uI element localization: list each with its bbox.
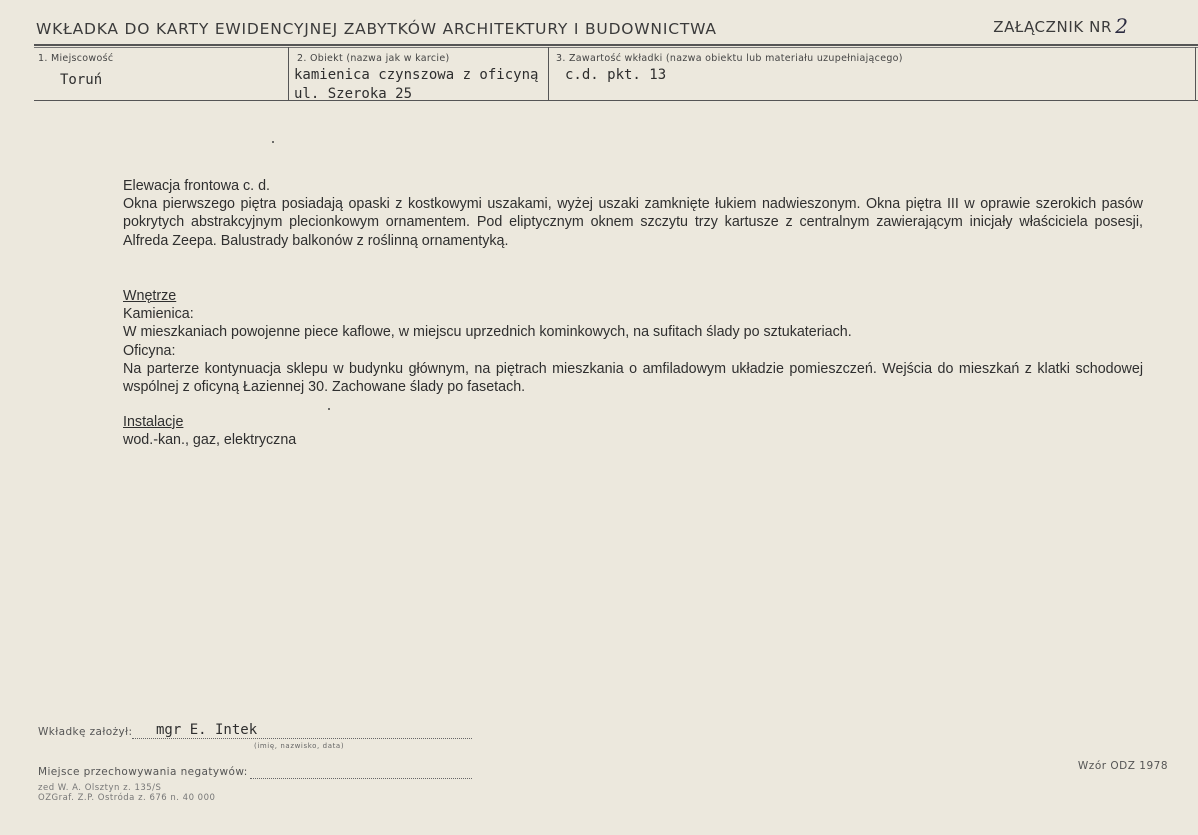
author-value: mgr E. Intek (156, 722, 258, 738)
building-text: W mieszkaniach powojenne piece kaflowe, w miejscu uprzednich kominkowych, na sufitach ślady po sztukateriach. (123, 324, 852, 341)
facade-section (123, 177, 1143, 250)
locality-value: Toruń (60, 72, 103, 88)
form-stamp: Wzór ODZ 1978 (1077, 760, 1168, 772)
facade-heading: Elewacja frontowa c. d. (123, 178, 271, 194)
storage-label: Miejsce przechowywania negatywów: (38, 766, 248, 778)
print-line-1: zed W. A. Olsztyn z. 135/S (38, 783, 162, 793)
field-divider-3 (1195, 47, 1196, 101)
facade-text: Okna pierwszego piętra posiadają opaski z kostkowymi uszakami, wyżej uszaki zamknięte łukiem nadwieszonym. Okna piętra III w oprawie szerokich pasów pokrytych abstrakcyjnym plecionkowym ornamentem. Pod eliptycznym oknem szczytu trzy kartusze z centralnym zawierającym inicjały właściciela posesji, Alfreda Zeepa. Balustrady balkonów z roślinną ornamentyką. (123, 196, 1143, 249)
annex-label: ZAŁĄCZNIK NR (993, 18, 1112, 36)
print-info (38, 783, 215, 803)
locality-label: 1. Miejscowość (38, 53, 114, 64)
field-divider-1 (288, 47, 289, 101)
contents-label: 3. Zawartość wkładki (nazwa obiektu lub materiału uzupełniającego) (556, 53, 903, 64)
installations-section (123, 413, 1143, 449)
annex-building-label: Oficyna: (123, 342, 176, 359)
speck (272, 141, 274, 143)
contents-value: c.d. pkt. 13 (565, 67, 667, 83)
interior-section (123, 287, 1143, 396)
author-label: Wkładkę założył: (38, 726, 133, 738)
annex-building-text: Na parterze kontynuacja sklepu w budynku głównym, na piętrach mieszkania o amfiladowym układzie pomieszczeń. Wejścia do mieszkań z klatki schodowej wspólnej z oficyną Łaziennej 30. Zachowane ślady po fasetach. (123, 360, 1143, 396)
form-title: WKŁADKA DO KARTY EWIDENCYJNEJ ZABYTKÓW ARCHITEKTURY I BUDOWNICTWA (36, 20, 717, 38)
field-divider-2 (548, 47, 549, 101)
author-hint: (imię, nazwisko, data) (254, 742, 345, 750)
annex-number: 2 (1115, 14, 1128, 38)
header-rule-thin (34, 47, 1198, 48)
building-label: Kamienica: (123, 306, 194, 323)
fields-bottom-rule (34, 100, 1198, 101)
speck (328, 408, 330, 410)
object-value-line2: ul. Szeroka 25 (294, 86, 413, 102)
object-label: 2. Obiekt (nazwa jak w karcie) (297, 53, 450, 64)
storage-dotted-line (250, 778, 472, 779)
print-line-2: OZGraf. Z.P. Ostróda z. 676 n. 40 000 (38, 793, 216, 803)
interior-heading: Wnętrze (123, 288, 177, 304)
object-value-line1: kamienica czynszowa z oficyną (294, 67, 539, 83)
header-rule (34, 44, 1198, 46)
installations-text: wod.-kan., gaz, elektryczna (123, 432, 297, 449)
installations-heading: Instalacje (123, 414, 184, 430)
